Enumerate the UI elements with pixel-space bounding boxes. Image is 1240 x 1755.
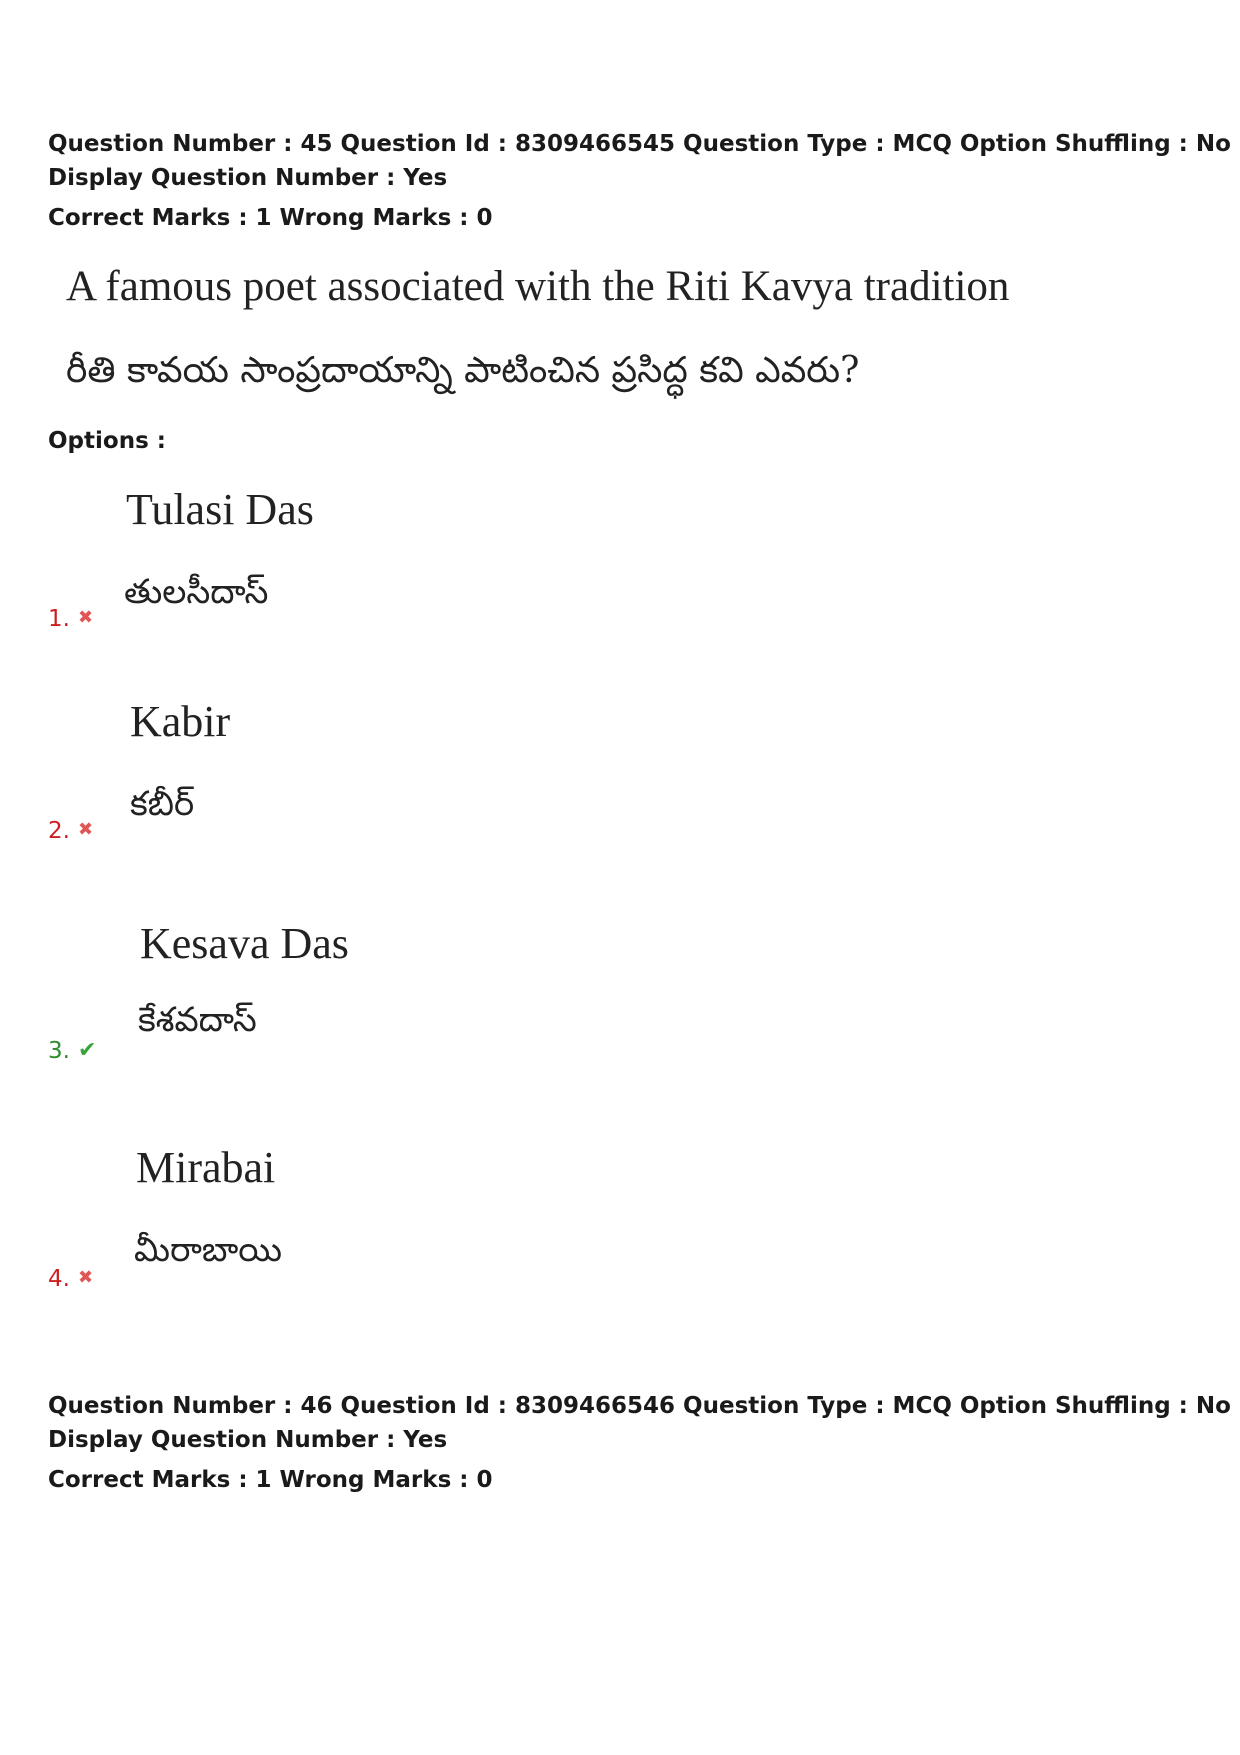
option-4-number: 4. ✖ (48, 1266, 94, 1292)
option-1-number: 1. ✖ (48, 606, 94, 632)
options-label: Options : (48, 428, 166, 454)
check-icon: ✔ (77, 1038, 97, 1063)
option-3-english: Kesava Das (140, 919, 349, 968)
question-45-text-telugu: రీతి కావయ సాంప్రదాయాన్ని పాటించిన ప్రసిద్ధ కవి ఎవరు? (66, 350, 860, 391)
option-4-telugu: మీరాబాయి (134, 1230, 283, 1270)
question-45-meta-line1: Question Number : 45 Question Id : 8309466545 Question Type : MCQ Option Shuffling : No (48, 131, 1231, 157)
option-4-english: Mirabai (136, 1143, 276, 1192)
option-2-english: Kabir (130, 697, 231, 746)
option-4 (0, 1138, 1240, 1338)
option-3 (0, 914, 1240, 1114)
question-46-meta-line1: Question Number : 46 Question Id : 8309466546 Question Type : MCQ Option Shuffling : No (48, 1393, 1231, 1419)
cross-icon: ✖ (77, 607, 94, 628)
question-45-meta-line2: Display Question Number : Yes (48, 165, 448, 191)
option-3-telugu: కేశవదాస్ (138, 1000, 257, 1040)
question-46-marks: Correct Marks : 1 Wrong Marks : 0 (48, 1467, 493, 1493)
question-46-meta (48, 1389, 1231, 1497)
option-1-english: Tulasi Das (126, 485, 314, 534)
cross-icon: ✖ (77, 819, 94, 840)
question-46-meta-line2: Display Question Number : Yes (48, 1427, 448, 1453)
option-1 (0, 480, 1240, 680)
question-45-meta (48, 127, 1231, 235)
question-45-marks: Correct Marks : 1 Wrong Marks : 0 (48, 205, 493, 231)
option-1-telugu: తులసీదాస్ (124, 572, 269, 612)
option-2 (0, 692, 1240, 892)
option-2-number: 2. ✖ (48, 818, 94, 844)
option-2-telugu: కబీర్ (130, 784, 195, 824)
question-45-text-english: A famous poet associated with the Riti Kavya tradition (66, 263, 1010, 310)
cross-icon: ✖ (77, 1267, 94, 1288)
option-3-number: 3. ✔ (48, 1038, 97, 1064)
